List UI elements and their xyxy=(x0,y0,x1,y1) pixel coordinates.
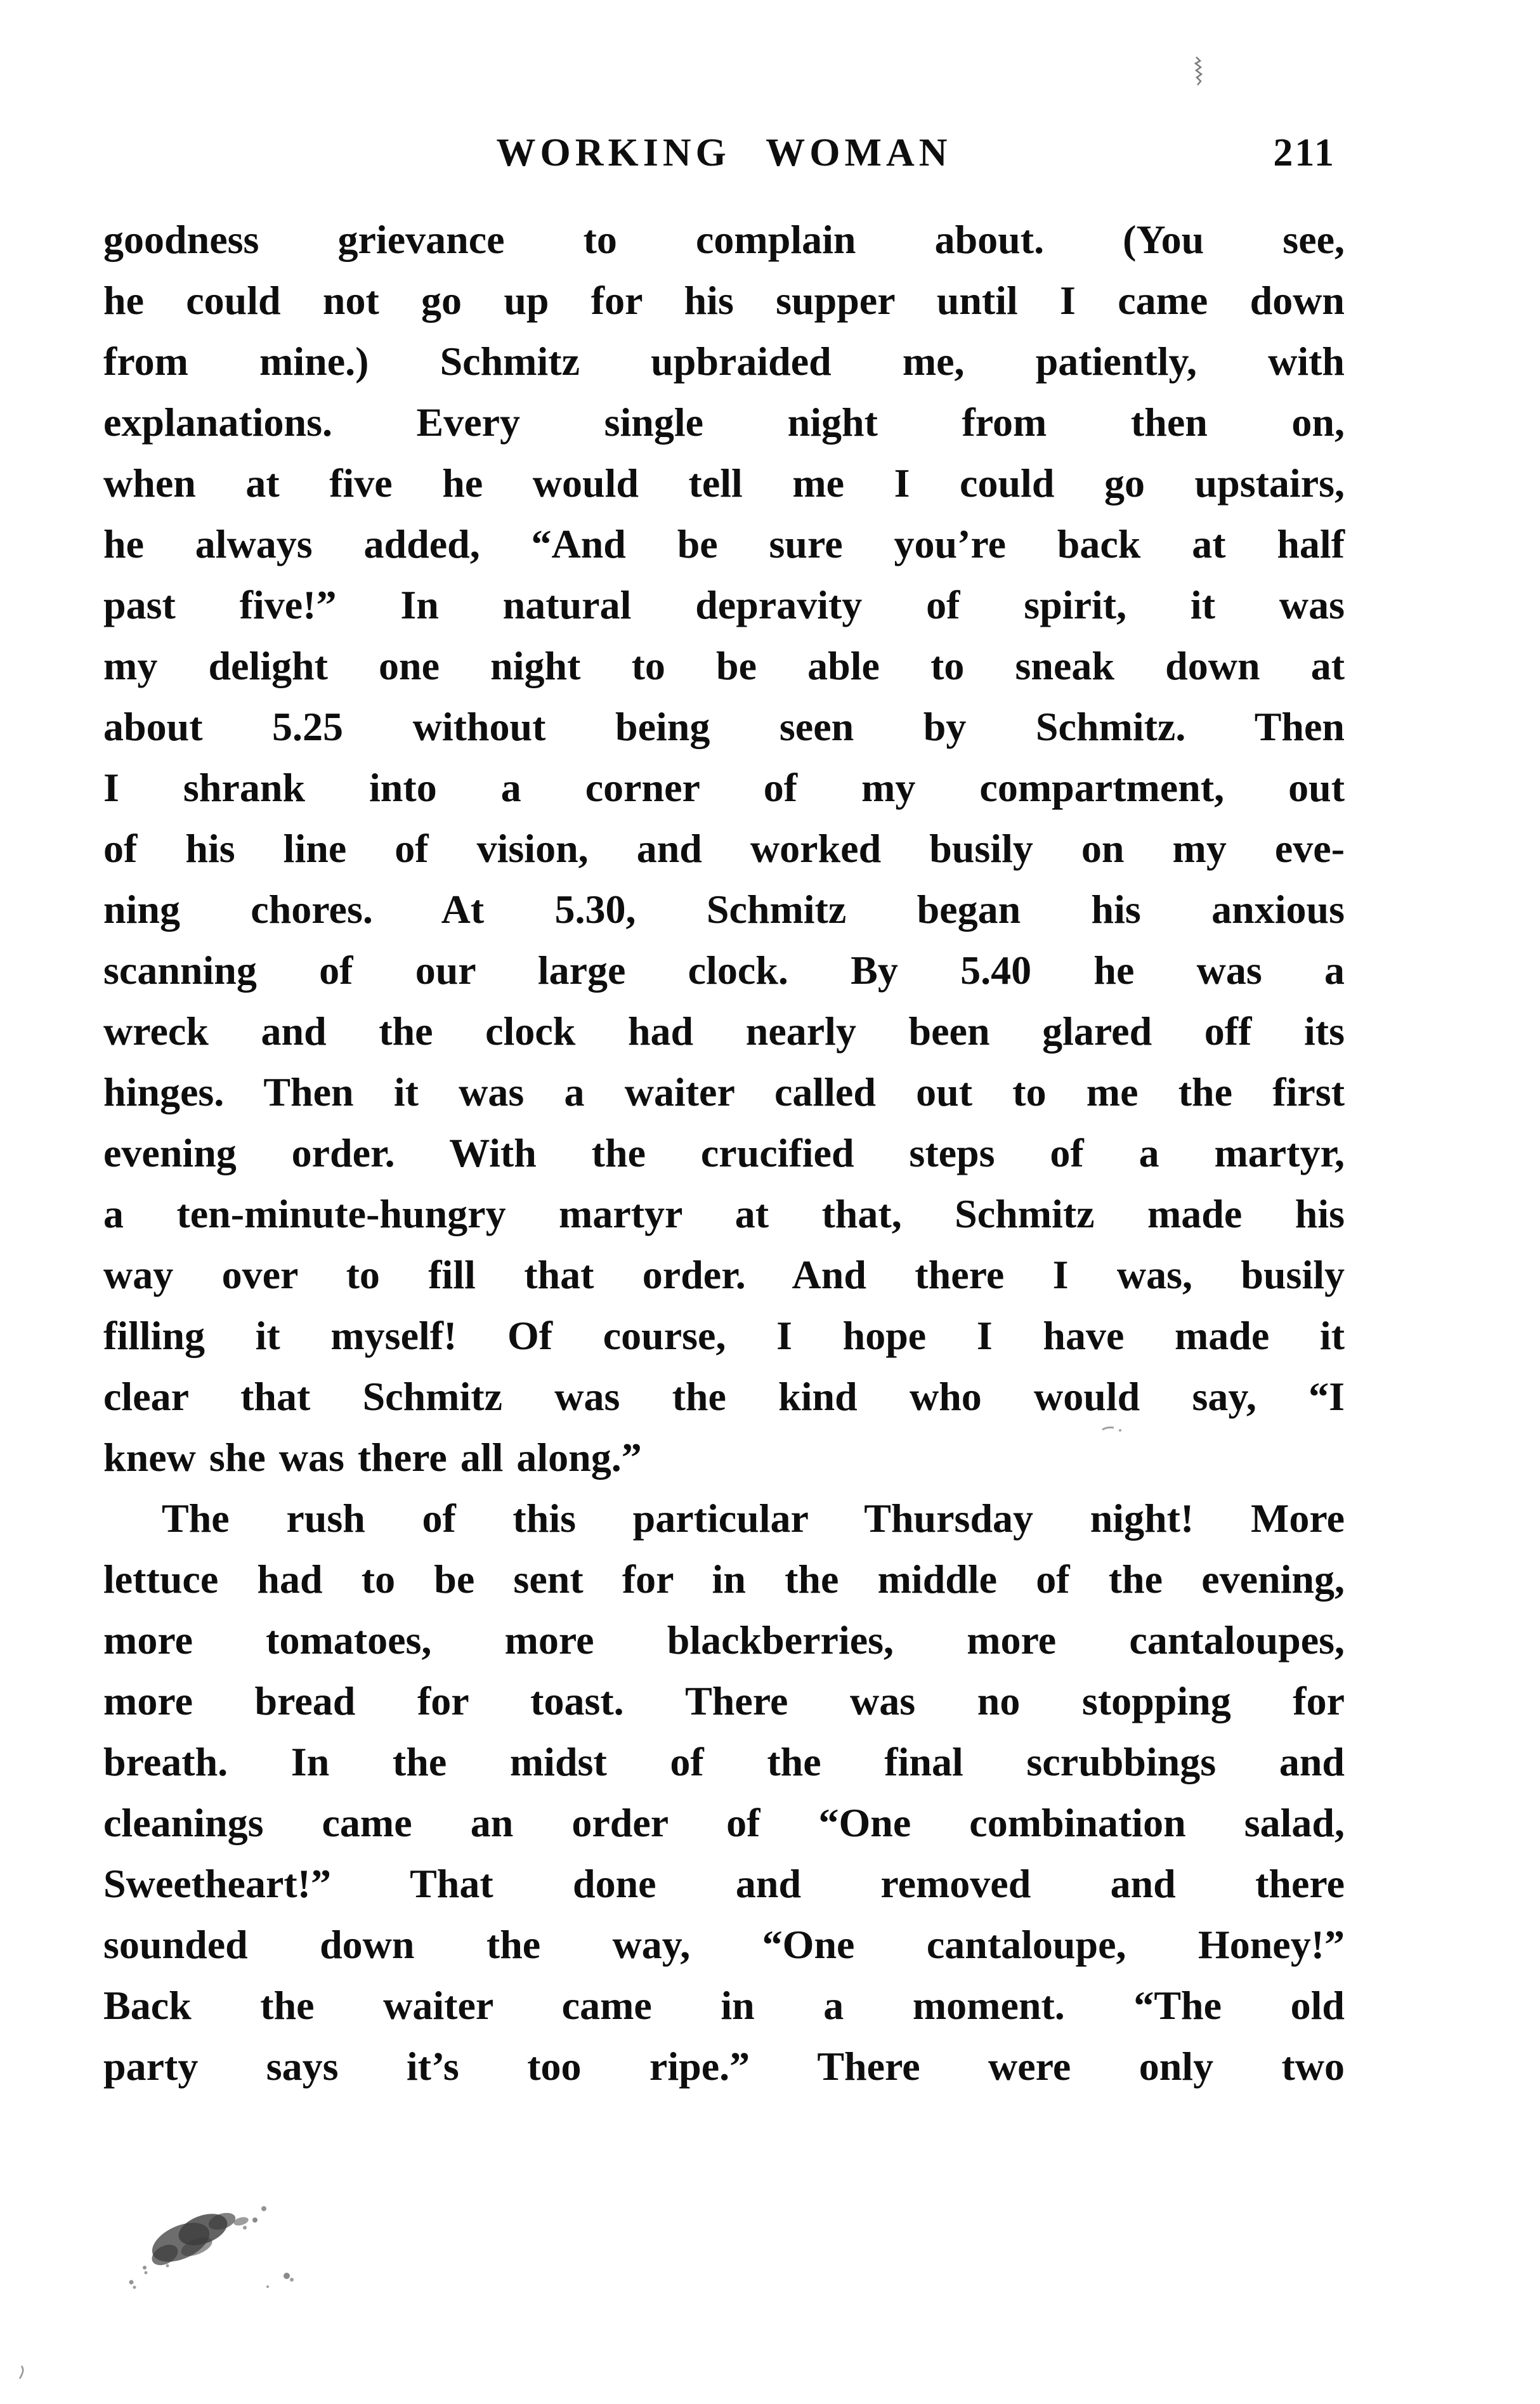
text-line: clear that Schmitz was the kind who would say, “I xyxy=(103,1374,1345,1419)
text-line: from mine.) Schmitz upbraided me, patiently, with xyxy=(103,339,1345,384)
text-line: Back the waiter came in a moment. “The old xyxy=(103,1983,1345,2028)
corner-speck xyxy=(18,2365,28,2380)
text-line: more tomatoes, more blackberries, more cantaloupes, xyxy=(103,1617,1345,1663)
text-line: The rush of this particular Thursday night! More xyxy=(162,1496,1345,1541)
scratch-mark xyxy=(1187,56,1210,86)
text-line: ning chores. At 5.30, Schmitz began his anxious xyxy=(103,887,1345,932)
ink-smudge xyxy=(121,2188,311,2303)
running-header xyxy=(103,131,1345,188)
text-line: evening order. With the crucified steps of a martyr, xyxy=(103,1130,1345,1175)
text-line: of his line of vision, and worked busily on my eve- xyxy=(103,826,1345,871)
paragraph-1 xyxy=(103,209,1345,1488)
text-line: I shrank into a corner of my compartment, out xyxy=(103,765,1345,810)
text-line: lettuce had to be sent for in the middle of the evening, xyxy=(103,1557,1345,1602)
page-body-text xyxy=(103,209,1345,2097)
text-line: wreck and the clock had nearly been glared off its xyxy=(103,1009,1345,1054)
text-line: hinges. Then it was a waiter called out to me the first xyxy=(103,1069,1345,1114)
paragraph-2 xyxy=(103,1488,1345,2097)
text-line: breath. In the midst of the final scrubbings and xyxy=(103,1739,1345,1784)
page-header-title: WORKING WOMAN xyxy=(496,131,952,174)
text-line: when at five he would tell me I could go upstairs, xyxy=(103,461,1345,506)
text-line: knew she was there all along.” xyxy=(103,1435,642,1480)
text-line: about 5.25 without being seen by Schmitz. Then xyxy=(103,704,1345,749)
faint-dash-mark xyxy=(1101,1422,1126,1435)
text-line: Sweetheart!” That done and removed and there xyxy=(103,1861,1345,1906)
text-line: way over to fill that order. And there I was, busily xyxy=(103,1252,1345,1297)
text-line: a ten-minute-hungry martyr at that, Schmitz made his xyxy=(103,1191,1345,1236)
text-line: goodness grievance to complain about. (You see, xyxy=(103,217,1345,262)
text-line: explanations. Every single night from then on, xyxy=(103,400,1345,445)
text-line: he could not go up for his supper until I came down xyxy=(103,278,1345,323)
text-line: he always added, “And be sure you’re back at half xyxy=(103,521,1345,566)
text-line: cleanings came an order of “One combination salad, xyxy=(103,1800,1345,1845)
text-line: more bread for toast. There was no stopping for xyxy=(103,1678,1345,1723)
text-line: party says it’s too ripe.” There were only two xyxy=(103,2044,1345,2089)
text-line: past five!” In natural depravity of spirit, it was xyxy=(103,582,1345,627)
text-line: scanning of our large clock. By 5.40 he was a xyxy=(103,948,1345,993)
text-line: filling it myself! Of course, I hope I have made it xyxy=(103,1313,1345,1358)
text-line: my delight one night to be able to sneak down at xyxy=(103,643,1345,688)
text-line: sounded down the way, “One cantaloupe, Honey!” xyxy=(103,1922,1345,1967)
page-number: 211 xyxy=(1273,131,1336,174)
